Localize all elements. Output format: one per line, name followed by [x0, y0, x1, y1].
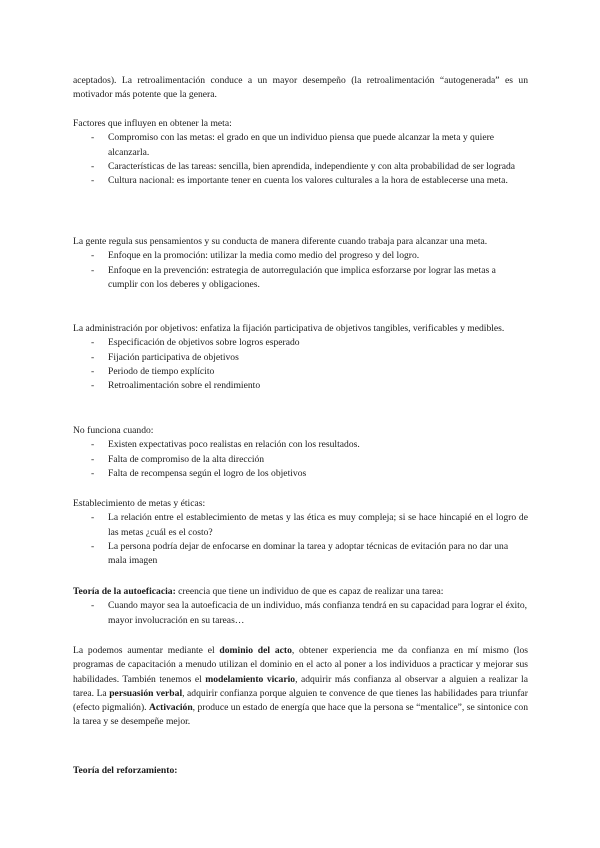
means-paragraph [73, 644, 528, 730]
selfefficacy-paragraph [73, 585, 528, 599]
means-text-2: , obtener experiencia me da confianza en mí mismo (los programas de capacitación a menudo utilizan el dominio en el acto al poner a los individuos a practicar y mejorar sus habilidades. También tenemos el [73, 645, 528, 685]
selfefficacy-list [73, 599, 528, 628]
list-item: - Enfoque en la prevención: estrategia de autorregulación que implica esforzarse por lograr las metas a cumplir con los deberes y obligaciones. [73, 264, 528, 293]
factors-section [73, 117, 528, 188]
list-item: - Retroalimentación sobre el rendimiento [73, 379, 528, 393]
intro-paragraph: aceptados). La retroalimentación conduce a un mayor desempeño (la retroalimentación “autogenerada” es un motivador más potente que la genera. [73, 75, 528, 101]
mbo-list [73, 336, 528, 393]
term-modelamiento-vicario: modelamiento vicario [205, 673, 296, 685]
term-persuasion-verbal: persuasión verbal [109, 687, 183, 699]
failure-section [73, 424, 528, 481]
list-item: - La persona podría dejar de enfocarse en dominar la tarea y adoptar técnicas de evitación para no dar una mala imagen [73, 540, 528, 569]
list-item: - La relación entre el establecimiento de metas y las ética es muy compleja; si se hace hincapié en el logro de las metas ¿cuál es el costo? [73, 511, 528, 540]
ethics-heading: Establecimiento de metas y éticas: [73, 498, 206, 509]
means-text-5: , produce un estado de energía que hace que la persona se “mentalice”, se sintonice con la tarea y se desempeñe mejor. [73, 702, 529, 728]
list-item: - Cultura nacional: es importante tener en cuenta los valores culturales a la hora de establecerse una meta. [73, 174, 528, 188]
regulation-section [73, 235, 528, 292]
list-item: - Falta de compromiso de la alta dirección [73, 453, 528, 467]
list-item: - Falta de recompensa según el logro de los objetivos [73, 467, 528, 481]
selfefficacy-term: Teoría de la autoeficacia: [73, 586, 176, 597]
list-item: - Enfoque en la promoción: utilizar la media como medio del progreso y del logro. [73, 249, 528, 263]
term-activacion: Activación [148, 702, 193, 714]
list-item: - Especificación de objetivos sobre logros esperado [73, 336, 528, 350]
list-item: - Cuando mayor sea la autoeficacia de un individuo, más confianza tendrá en su capacidad para lograr el éxito, mayor involucración en su tareas… [73, 599, 528, 628]
failure-list [73, 438, 528, 481]
list-item: - Compromiso con las metas: el grado en que un individuo piensa que puede alcanzar la meta y quiere alcanzarla. [73, 131, 528, 160]
regulation-heading: La gente regula sus pensamientos y su conducta de manera diferente cuando trabaja para alcanzar una meta. [73, 236, 488, 247]
reinforcement-heading: Teoría del reforzamiento: [73, 765, 178, 776]
list-item: - Existen expectativas poco realistas en relación con los resultados. [73, 438, 528, 452]
means-text-3: , adquirir más confianza al observar a alguien a realizar la tarea. La [73, 673, 528, 699]
list-item: - Periodo de tiempo explícito [73, 365, 528, 379]
factors-list [73, 131, 528, 188]
mbo-heading: La administración por objetivos: enfatiza la fijación participativa de objetivos tangibles, verificables y medibles. [73, 323, 505, 334]
selfefficacy-definition: creencia que tiene un individuo de que es capaz de realizar una tarea: [175, 586, 444, 597]
list-item: - Fijación participativa de objetivos [73, 351, 528, 365]
means-text-1: La podemos aumentar mediante el [73, 645, 220, 656]
factors-heading: Factores que influyen en obtener la meta: [73, 118, 232, 129]
term-dominio-del-acto: dominio del acto [219, 645, 292, 656]
regulation-list [73, 249, 528, 292]
failure-heading: No funciona cuando: [73, 425, 154, 436]
mbo-section [73, 322, 528, 393]
ethics-list [73, 511, 528, 568]
list-item: - Características de las tareas: sencilla, bien aprendida, independiente y con alta probabilidad de ser lograda [73, 160, 528, 174]
means-text-4: , adquirir confianza porque alguien te convence de que tienes las habilidades para triunfar (efecto pigmalión). [73, 687, 529, 714]
ethics-section [73, 497, 528, 568]
selfefficacy-section [73, 585, 528, 628]
